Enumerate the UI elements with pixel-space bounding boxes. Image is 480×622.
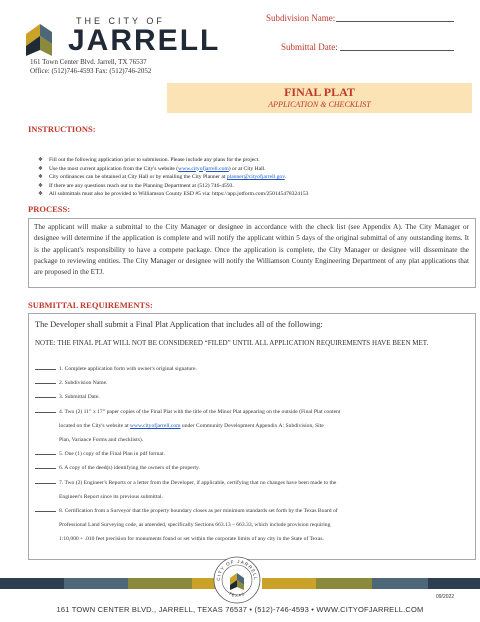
jarrell-logo-mark-icon (24, 16, 54, 58)
subdivision-name-label: Subdivision Name: (266, 13, 336, 23)
footer-bar-olive (128, 578, 192, 589)
list-item-continuation: Plan, Variance Forms and checklists). (59, 437, 144, 444)
submittal-date-field[interactable] (340, 42, 454, 51)
list-item-continuation: Engineer's Report since its previous submittal. (59, 493, 163, 500)
list-item: ❖ Fill out the following application prior to submission. Please include any plans for the project. (38, 157, 260, 163)
checklist-blank[interactable] (35, 478, 56, 484)
list-item: 4. Two (2) 11” x 17” paper copies of the Final Plat with the title of the Minor Plat appearing on the outside (Final Plat content (35, 405, 471, 419)
list-item: 2. Subdivision Name. (35, 376, 471, 390)
list-item: ❖ All submittals must also be provided to Williamson County ESD #5 via: https://app.jotform.com/250145478324153 (38, 191, 309, 198)
submittal-date-label: Submittal Date: (281, 42, 338, 52)
requirements-intro: The Developer shall submit a Final Plat Application that includes all of the following: (35, 320, 323, 329)
seal-bottom-text: TEXAS (227, 590, 247, 599)
website-link[interactable]: www.cityofjarrell.com (129, 422, 181, 429)
footer-bar-olive-right (316, 578, 372, 589)
page-title: FINAL PLAT (284, 85, 355, 99)
instructions-list (38, 156, 468, 199)
diamond-bullet-icon: ❖ (38, 191, 44, 198)
footer-contact: 161 TOWN CENTER BLVD., JARRELL, TEXAS 76537 • (512)-746-4593 • WWW.CITYOFJARRELL.COM (56, 605, 424, 614)
footer-bar-gold-right (262, 578, 316, 589)
title-band (167, 83, 472, 113)
list-item-continuation: located on the City's website at www.cityofjarrell.com under Community Development Appendix A: Subdivision, Site (59, 422, 324, 429)
list-item: 8. Certification from a Surveyor that the property boundary closes as per minimum standards set forth by the Texas Board of (35, 504, 471, 518)
address-line-1: 161 Town Center Blvd. Jarrell, TX 76537 (30, 58, 147, 66)
website-link[interactable]: www.cityofjarrell.com (178, 165, 229, 172)
list-item: ❖ Use the most current application from the City's website (www.cityofjarrell.com) or at City Hall. (38, 165, 266, 172)
list-item: 6. A copy of the deed(s) identifying the owners of the property. (35, 461, 471, 475)
list-item: 5. One (1) copy of the Final Plan in pdf format. (35, 447, 471, 461)
diamond-bullet-icon: ❖ (38, 165, 44, 172)
footer-bar-slate-right (372, 578, 428, 589)
city-seal-icon (213, 556, 261, 604)
city-address (30, 58, 151, 76)
page-subtitle: APPLICATION & CHECKLIST (268, 100, 371, 109)
subdivision-name-field[interactable] (336, 13, 454, 22)
list-item: 3. Submittal Date. (35, 390, 471, 404)
checklist-blank[interactable] (35, 506, 56, 512)
planner-email-link[interactable]: planner@cityofjarrell.gov (226, 174, 285, 181)
list-item: ❖ If there are any questions reach out to the Planning Department at (512) 746-4593. (38, 182, 234, 189)
list-item: 1. Complete application form with owner's original signature. (35, 362, 471, 376)
list-item-continuation: 1:10,000 + .010 feet precision for monuments found or set within the corporate limits of any city in the State of Texas. (59, 536, 324, 543)
requirements-box (28, 313, 476, 560)
address-line-2: Office: (512)746-4593 Fax: (512)746-2052 (30, 67, 152, 75)
checklist-blank[interactable] (35, 364, 56, 370)
checklist-blank[interactable] (35, 392, 56, 398)
checklist-blank[interactable] (35, 407, 56, 413)
logo-city-name: JARRELL (68, 24, 221, 57)
requirements-note: NOTE: THE FINAL PLAT WILL NOT BE CONSIDERED “FILED” UNTIL ALL APPLICATION REQUIREMENTS HAVE BEEN MET. (35, 339, 429, 347)
checklist-blank[interactable] (35, 449, 56, 455)
seal-top-text: CITY OF JARRELL (215, 558, 259, 581)
submittal-requirements-heading: SUBMITTAL REQUIREMENTS: (28, 300, 153, 310)
instructions-heading: INSTRUCTIONS: (28, 124, 96, 134)
diamond-bullet-icon: ❖ (38, 157, 44, 163)
diamond-bullet-icon: ❖ (38, 182, 44, 189)
checklist-blank[interactable] (35, 378, 56, 384)
requirements-list (35, 362, 471, 547)
footer-bar-navy-right (428, 578, 480, 589)
list-item: 7. Two (2) Engineer's Reports or a letter from the Developer, if applicable, certifying that no changes have been made to the (35, 476, 471, 490)
list-item-continuation: Professional Land Surveying code, as amended, specifically Sections 663.13 – 663.33, which include provision requiring (59, 522, 331, 529)
diamond-bullet-icon: ❖ (38, 174, 44, 181)
checklist-blank[interactable] (35, 463, 56, 469)
footer-bar-navy (0, 578, 64, 589)
revision-date: 09/2022 (436, 594, 455, 600)
process-text: The applicant will make a submittal to the City Manager or designee in accordance with the check list (see Appendix A). The City Manager or designee will determine if the application is complete and will notify the applicant within 5 days of the original submittal of any outstanding items. It is the applicant's responsibility to have a compete package. Once the application is complete, the City Manager or designee will disseminate the package to reviewing entities. The City Manager or designee will notify the Williamson County Engineering Department of any plat applications that are proposed in the ETJ. (34, 223, 469, 277)
list-item: ❖ City ordinances can be obtained at City Hall or by emailing the City Planner at planner@cityofjarrell.gov. (38, 174, 287, 181)
footer-bar-slate (64, 578, 128, 589)
process-box (28, 218, 476, 288)
process-heading: PROCESS: (28, 204, 71, 214)
logo-city-of: THE CITY OF (76, 16, 165, 26)
